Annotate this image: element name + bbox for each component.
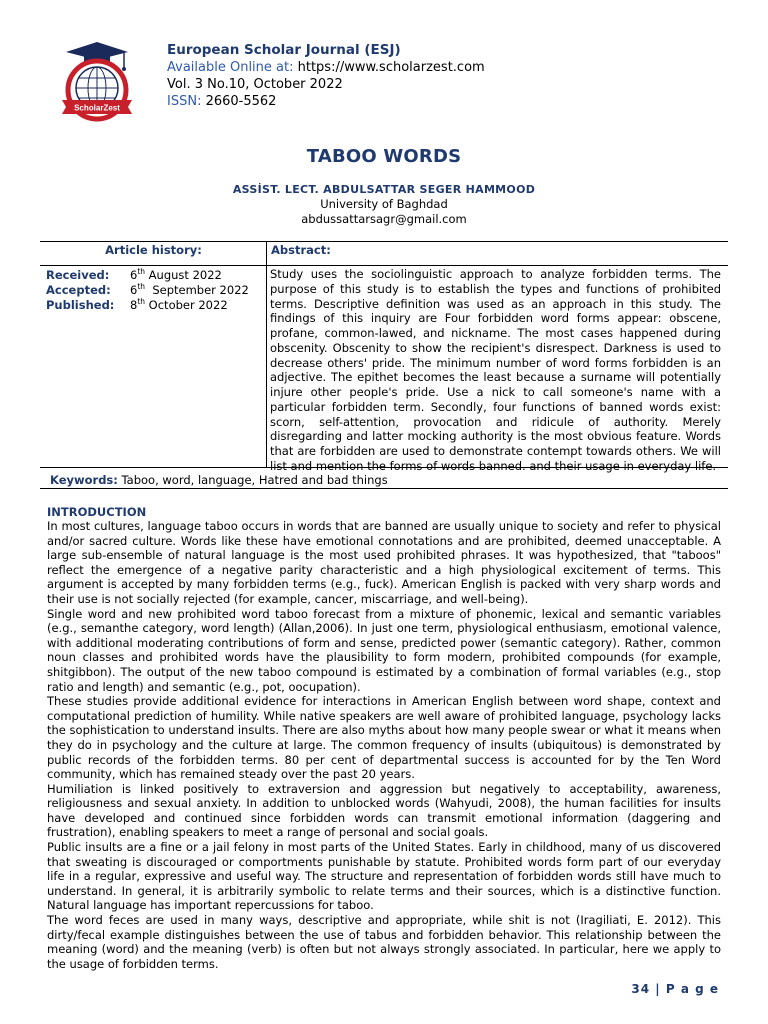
accepted-date: 6th September 2022 — [130, 282, 249, 297]
keywords-label: Keywords: — [50, 473, 118, 487]
abstract-header: Abstract: — [271, 243, 331, 257]
table-header-rule — [40, 265, 728, 266]
issn-value: 2660-5562 — [205, 94, 277, 109]
paper-title: TABOO WORDS — [306, 146, 462, 167]
published-date: 8th October 2022 — [130, 297, 228, 312]
table-top-rule — [40, 241, 728, 242]
received-date: 6th August 2022 — [130, 267, 222, 282]
paragraph: Humiliation is linked positively to extraversion and aggression but negatively to acceptability, awareness, religiousness and sexual anxiety. In addition to unblocked words (Wahyudi, 2008), the human facilities for insults have developed and continued since forbidden words can transmit emotional information (daggering and frustration), enabling speakers to meet a range of personal and social goals. — [47, 781, 721, 840]
introduction-body — [47, 519, 721, 971]
introduction-heading: INTRODUCTION — [47, 505, 147, 519]
issn-label: ISSN: — [167, 94, 202, 109]
page-number: 34 | P a g e — [631, 982, 719, 996]
paragraph: Public insults are a fine or a jail felony in most parts of the United States. Early in childhood, many of us discovered that sweating is discouraged or comportments punishable by statute. Prohibited words form part of our everyday life in a regular, expressive and useful way. The structure and representation of forbidden words still have much to understand. In general, it is arbitrarily symbolic to relate terms and their sources, which is a distinctive function. Natural language has important repercussions for taboo. — [47, 840, 721, 913]
journal-name: European Scholar Journal (ESJ) — [167, 42, 401, 58]
article-info-table — [40, 241, 728, 489]
abstract-text: Study uses the sociolinguistic approach to analyze forbidden terms. The purpose of this study is to establish the types and functions of prohibited terms. Descriptive definition was used as an approach in this study. The findings of this inquiry are Four forbidden word forms appear: obscene, profane, common-lawed, and nickname. The most cases happened during obscenity. Obscenity to show the recipient's disrespect. Darkness is used to decrease others' pride. The minimum number of word forms forbidden is an adjective. The epithet becomes the least because a surname will potentially injure other people's pride. Use a nick to call someone's name with a particular forbidden term. Secondly, four functions of banned words exist: scorn, self-attention, provocation and ridicule of authority. Merely disregarding and latter mocking authority is the most obvious feature. Words that are forbidden are used to demonstrate contempt towards others. We will list and mention the forms of words banned. and their usage in everyday life. — [270, 267, 721, 473]
received-label: Received: — [46, 268, 110, 282]
article-history-header: Article history: — [105, 243, 202, 257]
paragraph: In most cultures, language taboo occurs in words that are banned are usually unique to society and refer to physical and/or sacred culture. Words like these have emotional connotations and are prohibited, deemed unacceptable. A large sub-ensemble of natural language is the most used prohibited phrases. It was hypothesized, that "taboos" reflect the emergence of a negative parity characteristic and a high physiological excitement of terms. This argument is accepted by many forbidden terms (e.g., fuck). American English is packed with very sharp words and their use is not socially rejected (for example, cancer, miscarriage, and well-being). — [47, 519, 721, 606]
author-email[interactable]: abdussattarsagr@gmail.com — [301, 212, 467, 226]
journal-url[interactable]: https://www.scholarzest.com — [297, 60, 485, 75]
paragraph: Single word and new prohibited word taboo forecast from a mixture of phonemic, lexical and semantic variables (e.g., semanthe category, word length) (Allan,2006). In just one term, physiological enthusiasm, emotional valence, with additional moderating contributions of form and sense, predicted power (semantic category). Rather, common noun classes and prohibited words have the plausibility to form modern, prohibited compounds (for example, shitgibbon). The output of the new taboo compound is estimated by a combination of formal variables (e.g., stop ratio and length) and semantic (e.g., pot, oocupation). — [47, 606, 721, 694]
keywords-line — [50, 473, 388, 487]
accepted-label: Accepted: — [46, 283, 111, 297]
volume-issue: Vol. 3 No.10, October 2022 — [167, 77, 343, 92]
table-column-divider — [266, 241, 267, 467]
published-label: Published: — [46, 298, 115, 312]
author-name: ASSİST. LECT. ABDULSATTAR SEGER HAMMOOD — [232, 183, 536, 196]
author-affiliation: University of Baghdad — [320, 197, 448, 211]
available-line — [167, 59, 485, 76]
journal-info — [167, 42, 485, 110]
issn-line — [167, 93, 485, 110]
paragraph: These studies provide additional evidence for interactions in American English between word shape, context and computational prediction of humility. While native speakers are well aware of prohibited language, psychology lacks the sophistication to understand insults. There are also myths about how many people swear or what it means when they do in psychology and the culture at large. The common frequency of insults (ubiquitous) is demonstrated by public records of the forbidden terms. 80 per cent of departmental success is accounted for by the Ten Word community, which has remained steady over the past 20 years. — [47, 694, 721, 782]
scholarzest-logo — [56, 40, 138, 122]
table-bottom-rule — [40, 488, 728, 489]
paragraph: The word feces are used in many ways, descriptive and appropriate, while shit is not (Iragiliati, E. 2012). This dirty/fecal example distinguishes between the use of tabus and forbidden behavior. This relationship between the meaning (word) and the meaning (verb) is often but not always strongly associated. In particular, here we apply to the usage of forbidden terms. — [47, 913, 721, 971]
available-label: Available Online at: — [167, 60, 294, 75]
keywords-value: Taboo, word, language, Hatred and bad things — [117, 473, 388, 487]
logo-text: ScholarZest — [74, 103, 120, 113]
